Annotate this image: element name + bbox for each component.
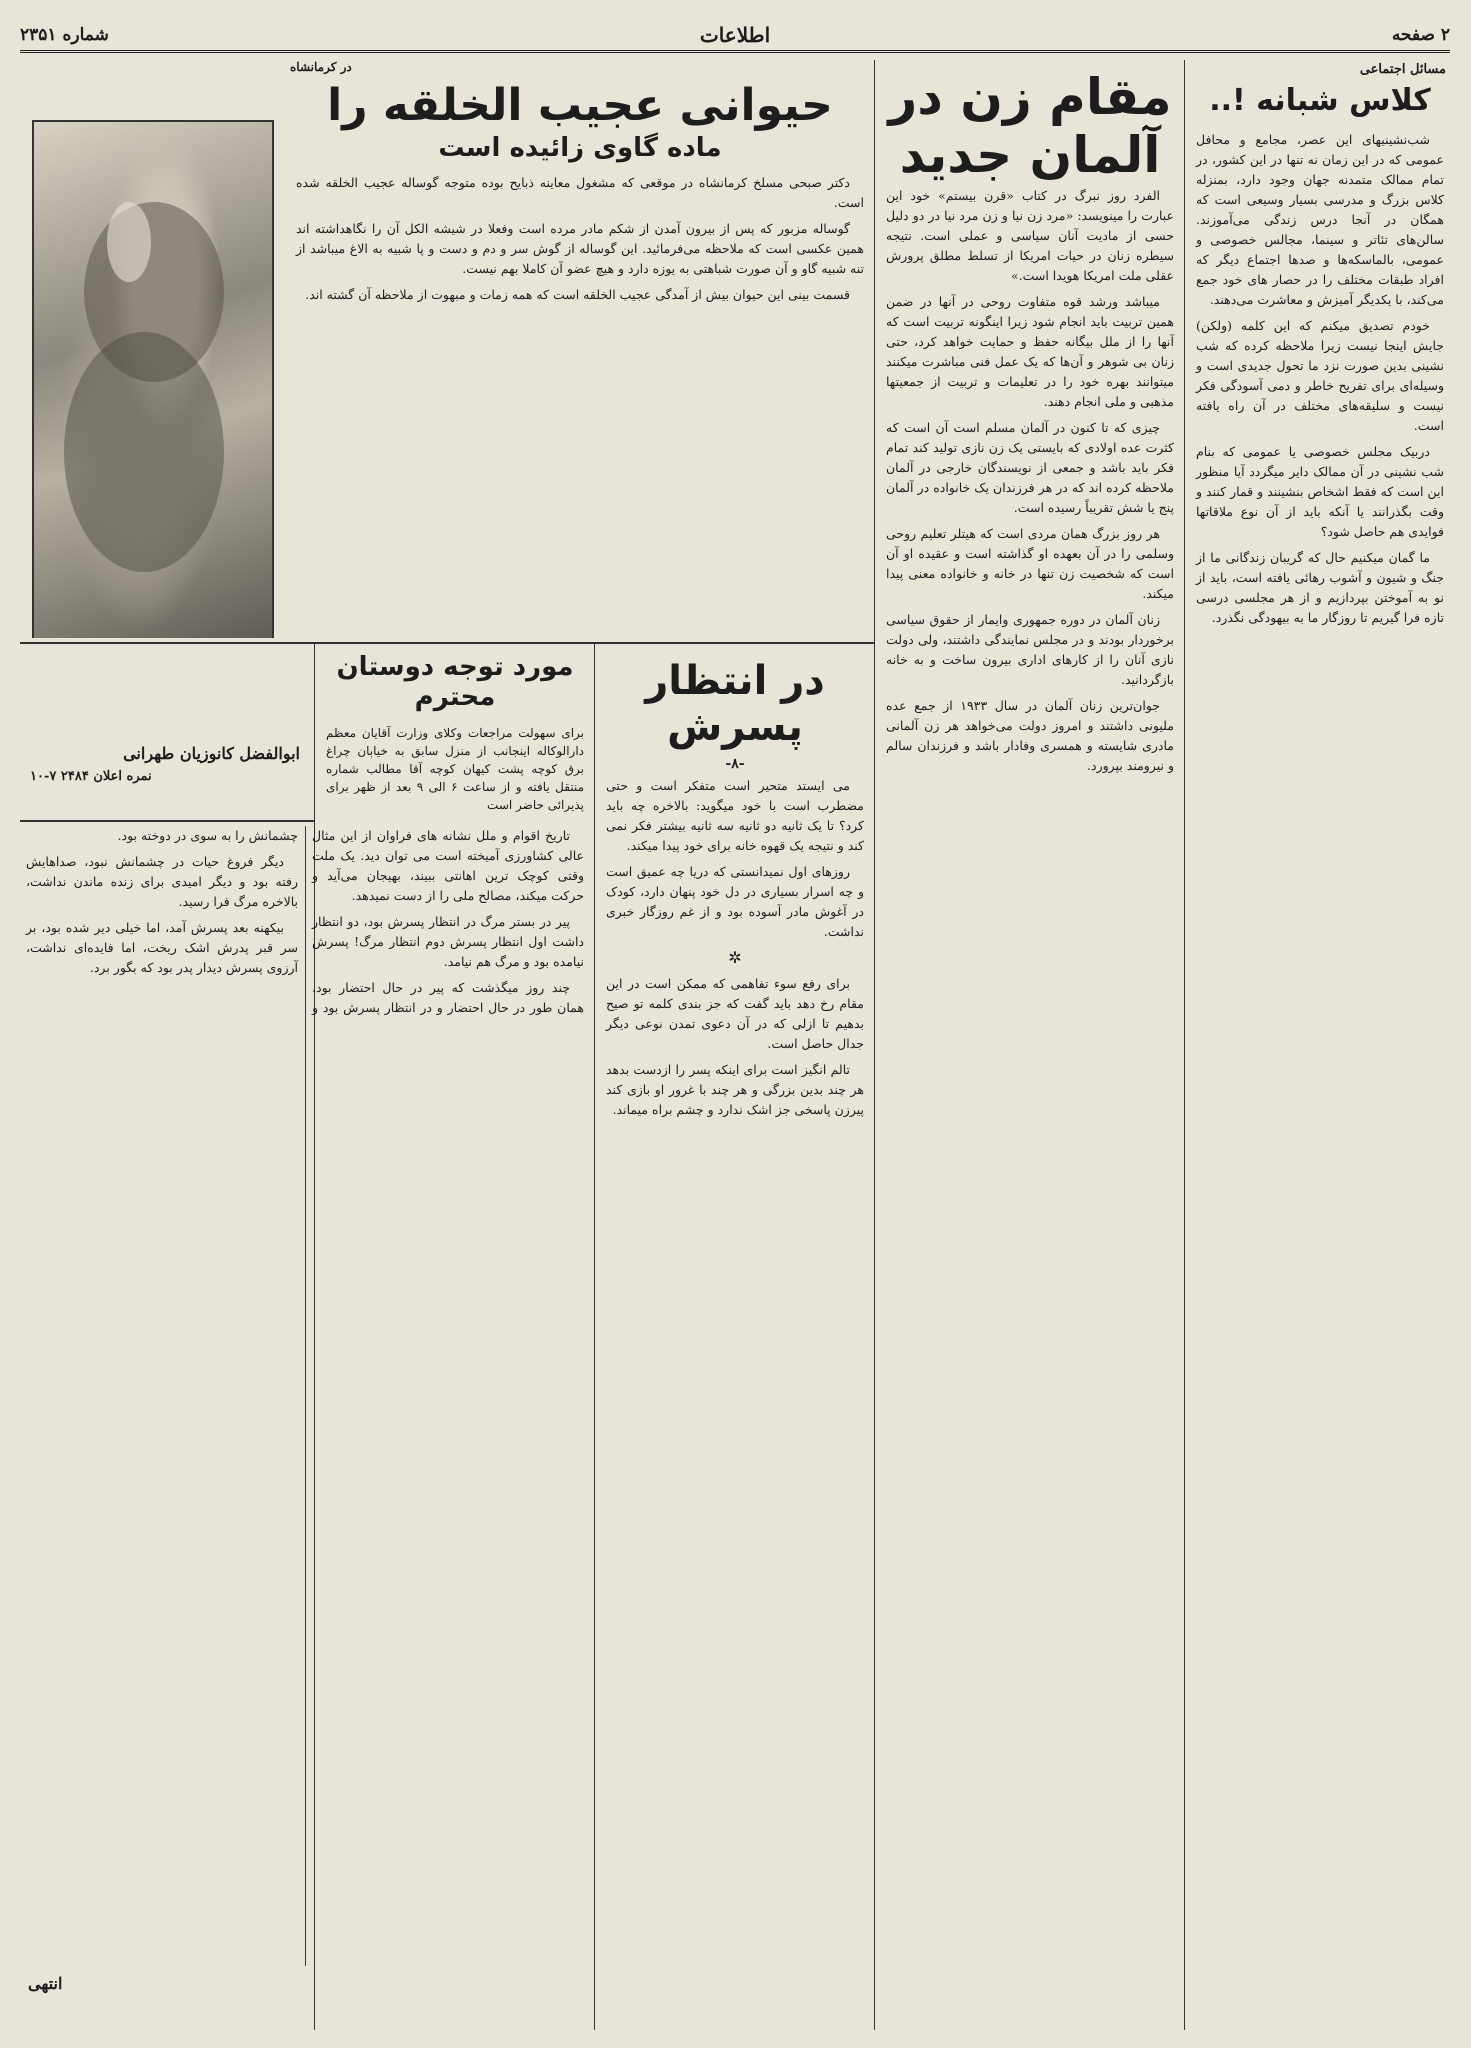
article-title: در انتظار پسرش: [645, 658, 825, 750]
masthead-bar: [20, 20, 1450, 53]
notice-title: مورد توجه دوستان محترم: [336, 652, 574, 712]
article-body: [1190, 130, 1450, 628]
paragraph: جوان‌ترین زنان آلمان در سال ۱۹۳۳ از جمع عده ملیونی داشتند و امروز دولت می‌خواهد هر زن آلمانی مادری شایسته و همسری وفادار باشد و فرزندان سالم و نیرومند بپرورد.: [886, 698, 1174, 773]
notice-number: نمره اعلان ۲۴۸۴ ۷-۱۰: [30, 769, 152, 784]
notice-text: برای سهولت مراجعات وکلای وزارت آقایان معظم دارالوکاله اینجانب از منزل سابق به خیابان چراغ برق کوچه پشت کیهان کوچه آقا مطالب شماره منتقل یافته و از ساعت ۶ الی ۹ بعد از ظهر برای پذیرائی حاضر است: [326, 726, 585, 812]
column-waiting-son: [600, 648, 870, 2030]
column-social-issues: [1190, 60, 1450, 2030]
paragraph: می ایستد متحیر است متفکر است و حتی مضطرب است با خود میگوید: بالاخره چه باید کرد؟ تا یک ثانیه دو ثانیه سه ثانیه بیشتر فکر نمی کند و نتیجه یک قهوه خانه برای خود پیدا میکند.: [606, 778, 864, 853]
paragraph: گوساله مزبور که پس از بیرون آمدن از شکم مادر مرده است وفعلا در شیشه الکل آن را نگاهداشته اند همین عکسی است که ملاحظه می‌فرمائید. این گوساله از گوش سر و دم و دست و پا شبیه به الاغ میباشد از تنه شبیه گاو و آن صورت شباهتی به یوزه دارد و هیچ عضو آن کاملا بهم نیست.: [296, 221, 864, 276]
article-body: [20, 826, 590, 1966]
paragraph: قسمت بینی این حیوان بیش از آمدگی عجیب الخلقه است که همه زمات و مبهوت از ملاحظه آن گشته اند.: [305, 287, 850, 302]
paragraph: روزهای اول نمیدانستی که دریا چه عمیق است و چه اسرار بسیاری در دل خود پنهان دارد، کودک در آغوش مادر آسوده بود و از غم روزگار خبری نداشت.: [606, 864, 864, 939]
paragraph: برای رفع سوء تفاهمی که ممکن است در این مقام رخ دهد باید گفت که جز بندی کلمه تو صیح بدهیم تا ازلی که در آن دعوی تمدن نوعی دیگر جدال حاصل است.: [606, 976, 864, 1051]
paragraph: هر روز بزرگ همان مردی است که هیتلر تعلیم روحی وسلمی را در آن بعهده او گذاشته است و عقیده او آن است که شخصیت زن تنها در خانه و خانواده معنی پیدا میکند.: [886, 526, 1174, 601]
paragraph: دکتر صبحی مسلخ کرمانشاه در موقعی که مشغول معاینه ذبایح بوده متوجه گوساله عجیب الخلقه شده است.: [296, 175, 864, 210]
section-rule: [20, 820, 315, 822]
column-rule: [594, 642, 595, 2030]
notice-signature: ابوالفضل کانوزیان طهرانی: [123, 744, 300, 763]
paragraph: پیر در بستر مرگ در انتظار پسرش بود، دو انتظار داشت اول انتظار پسرش دوم انتظار مرگ! پسرش نیامده بود و مرگ هم نیامد.: [312, 914, 584, 969]
paragraph: چند روز میگذشت که پیر در حال احتضار بود، همان طور در حال احتضار و در انتظار پسرش بود و چشمانش را به سوی در دوخته بود.: [117, 828, 584, 1015]
paper-name: اطلاعات: [699, 23, 771, 47]
notice-signature-box: [20, 648, 310, 818]
paragraph: ما گمان میکنیم حال که گریبان زندگانی ما از جنگ و شیون و آشوب رهائی یافته است، باید از نو به آموختن بپردازیم و از هر مجلسی درسی تازه فرا گیریم تا روزگار ما به بیهودگی نگذرد.: [1196, 550, 1444, 625]
dateline: در کرمانشاه: [290, 60, 352, 74]
notice-box: [320, 648, 590, 818]
column-rule: [874, 60, 875, 2030]
article-title: کلاس شبانه !..: [1209, 83, 1431, 118]
paragraph: میباشد ورشد قوه متفاوت روحی در آنها در ضمن همین تربیت باید انجام شود زیرا اینگونه تربیت است که آنها را از ملل بیگانه حفظ و حمایت خواهد کرد، حتی زنان بی شوهر و آن‌ها که یک عمل فنی مباشرت میکنند میتوانند بهره خود را در تعلیمات و تربیت از جمعیتها مذهبی و ملی انجام دهند.: [886, 294, 1174, 409]
article-title: حیوانی عجیب الخلقه را: [327, 80, 833, 131]
paragraph: تاریخ اقوام و ملل نشانه های فراوان از این مثال عالی کشاورزی آمیخته است می توان دید. یک ملت وقتی کوچک ترین اهانتی ببیند، بهیجان می‌آید و حرکت میکند، مصالح ملی را از دست نمیدهد.: [312, 828, 584, 903]
paragraph: تالم انگیز است برای اینکه پسر را ازدست بدهد هر چند بدین بزرگی و هر چند با غرور او بازی کند پیرزن پاسخی جز اشک ندارد و چشم براه میماند.: [606, 1062, 864, 1117]
section-label: مسائل اجتماعی: [1359, 62, 1446, 77]
article-body: [880, 186, 1180, 776]
paragraph: چیزی که تا کنون در آلمان مسلم است آن است که کثرت عده اولادی که بایستی یک زن نازی تولید کند تمام فکر باید باشد و جمعی از نویسندگان خارجی در آلمان ملاحظه کرده اند که در هر فرزندان یک خانواده در آلمان پنج یا شش تقریباً رسیده است.: [886, 420, 1174, 515]
column-women-germany: [880, 60, 1180, 2030]
article-subtitle: ماده گاوی زائیده است: [438, 133, 722, 163]
paragraph: بیکهنه بعد پسرش آمد، اما خیلی دیر شده بود، بر سر قبر پدرش اشک ریخت، اما فایده‌ای نداشت، آرزوی پسرش دیدار پدر بود که بگور برد.: [26, 920, 298, 975]
article-body: [600, 776, 870, 1120]
paragraph: الفرد روز نبرگ در کتاب «قرن بیستم» خود این عبارت را مینویسد: «مرد زن نیا و زن مرد نیا در دو دلیل حسی از مادیت آنان سیاسی و عملی است. نتیجه سیطره زنان در حیات امریکا از تسلط مطلق پرورش عقلی ملت امریکا هویدا است.»: [886, 188, 1174, 283]
article-title: مقام زن در آلمان جدید: [888, 68, 1172, 184]
newspaper-page: [20, 20, 1450, 2030]
episode-number: -۸-: [725, 756, 745, 772]
column-continued: [20, 826, 590, 2030]
article-strange-animal: [20, 60, 870, 638]
paragraph: دربیک مجلس خصوصی یا عمومی که بنام شب نشینی در آن ممالک دایر میگردد آیا منظور این است که فقط اشخاص بنشینند و قمار کنند و وقت بگذرانند یا آنکه باید از آن نوع ملاقاتها فوایدی هم حاصل شود؟: [1196, 444, 1444, 539]
paragraph: زنان آلمان در دوره جمهوری وایمار از حقوق سیاسی برخوردار بودند و در مجلس نمایندگی داشتند، ولی دولت نازی آنان را از کارهای اداری بیرون ساخت و به خانه بازگردانید.: [886, 612, 1174, 687]
paragraph: دیگر فروغ حیات در چشمانش نبود، صداهایش رفته بود و دیگر امیدی برای زنده ماندن نداشت، بالاخره مرگ فرا رسید.: [26, 854, 298, 909]
article-body: [290, 173, 870, 305]
calf-silhouette-icon: [34, 122, 272, 638]
section-rule: [20, 642, 875, 644]
animal-photo: [32, 120, 274, 638]
paragraph: شب‌نشینیهای این عصر، مجامع و محافل عمومی که در این زمان نه تنها در این کشور، در تمام ممالک متمدنه جهان وجود دارد، بمنزله کلاس بزرگ و مدرسی بسیار وسیعی است که همگان در آنجا درس زندگی می‌آموزند. سالن‌های تئاتر و سینما، مجالس خصوصی و عمومی، بالماسکه‌ها و صدها اجتماع دیگر که افراد طبقات مختلف را در حصار های خود جمع می‌کند، با یکدیگر آمیزش و معاشرت می‌دهند.: [1196, 132, 1444, 307]
issue-number: شماره ۲۳۵۱: [20, 25, 109, 45]
column-rule: [1184, 60, 1185, 2030]
page-number: ۲ صفحه: [1391, 25, 1450, 45]
star-divider-icon: ✲: [728, 948, 742, 967]
end-mark: انتهی: [28, 1974, 63, 1993]
paragraph: خودم تصدیق میکنم که این کلمه (ولکن) جایش اینجا نیست زیرا ملاحظه کرده که شب نشینی بدین صورت نزد ما تحول جدیدی است و وسیله‌ای برای تفریح خاطر و دمی آسودگی فکر نیست و سلیقه‌های مختلف در آن راه یافته است.: [1196, 318, 1444, 433]
